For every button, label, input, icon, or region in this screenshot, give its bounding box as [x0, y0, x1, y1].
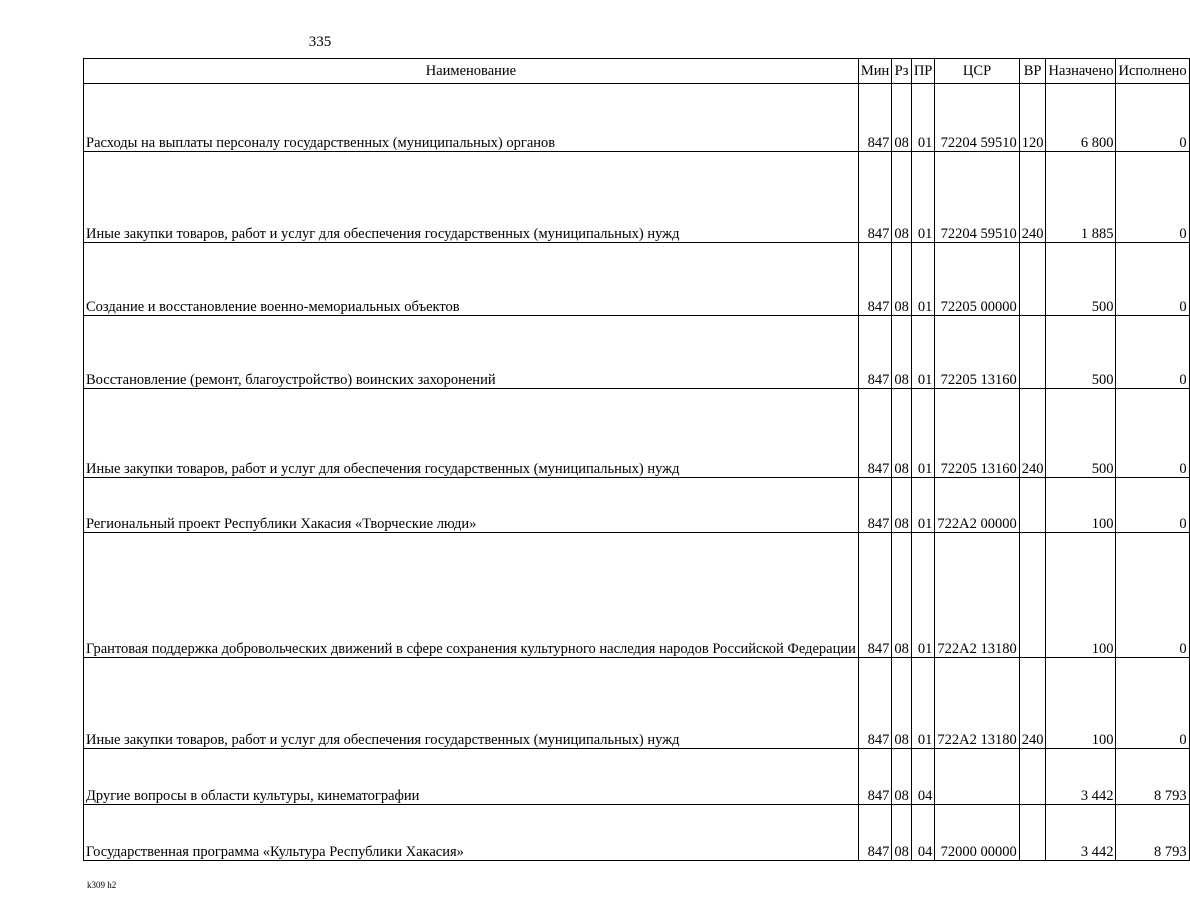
row-min: 847: [858, 805, 891, 861]
footer-code: k309 h2: [87, 880, 117, 890]
row-name: Иные закупки товаров, работ и услуг для обеспечения государственных (муниципальных) нужд: [84, 389, 859, 478]
header-csr: ЦСР: [935, 59, 1019, 84]
row-pr: 04: [911, 749, 935, 805]
row-name: Государственная программа «Культура Республики Хакасия»: [84, 805, 859, 861]
row-min: 847: [858, 389, 891, 478]
row-rz: 08: [892, 389, 912, 478]
row-pr: 01: [911, 84, 935, 152]
row-assigned: 3 442: [1046, 749, 1116, 805]
row-pr: 01: [911, 152, 935, 243]
table-row: [84, 478, 1190, 533]
row-name: Расходы на выплаты персоналу государственных (муниципальных) органов: [84, 84, 859, 152]
row-min: 847: [858, 243, 891, 316]
row-rz: 08: [892, 658, 912, 749]
row-assigned: 500: [1046, 389, 1116, 478]
row-rz: 08: [892, 478, 912, 533]
row-rz: 08: [892, 316, 912, 389]
row-min: 847: [858, 533, 891, 658]
row-pr: 01: [911, 658, 935, 749]
table-row: [84, 243, 1190, 316]
row-vr: [1019, 478, 1046, 533]
table-row: [84, 389, 1190, 478]
header-rz: Рз: [892, 59, 912, 84]
row-assigned: 100: [1046, 533, 1116, 658]
row-min: 847: [858, 152, 891, 243]
row-vr: 120: [1019, 84, 1046, 152]
row-vr: 240: [1019, 389, 1046, 478]
row-csr: 722А2 13180: [935, 533, 1019, 658]
header-executed: Исполнено: [1116, 59, 1189, 84]
row-executed: 0: [1116, 243, 1189, 316]
row-vr: [1019, 805, 1046, 861]
row-pr: 04: [911, 805, 935, 861]
row-rz: 08: [892, 243, 912, 316]
row-executed: 0: [1116, 316, 1189, 389]
row-name: Иные закупки товаров, работ и услуг для обеспечения государственных (муниципальных) нужд: [84, 152, 859, 243]
row-assigned: 3 442: [1046, 805, 1116, 861]
row-csr: 722А2 13180: [935, 658, 1019, 749]
row-name: Другие вопросы в области культуры, кинематографии: [84, 749, 859, 805]
row-assigned: 1 885: [1046, 152, 1116, 243]
row-pr: 01: [911, 389, 935, 478]
row-rz: 08: [892, 805, 912, 861]
table-row: [84, 152, 1190, 243]
row-vr: 240: [1019, 658, 1046, 749]
row-executed: 0: [1116, 533, 1189, 658]
row-rz: 08: [892, 533, 912, 658]
row-assigned: 500: [1046, 243, 1116, 316]
row-min: 847: [858, 478, 891, 533]
row-pr: 01: [911, 478, 935, 533]
row-min: 847: [858, 749, 891, 805]
row-assigned: 100: [1046, 658, 1116, 749]
row-rz: 08: [892, 84, 912, 152]
row-assigned: 100: [1046, 478, 1116, 533]
row-rz: 08: [892, 152, 912, 243]
header-vr: ВР: [1019, 59, 1046, 84]
budget-table: [83, 58, 1190, 861]
table-row: [84, 316, 1190, 389]
row-csr: 72205 13160: [935, 316, 1019, 389]
row-name: Иные закупки товаров, работ и услуг для обеспечения государственных (муниципальных) нужд: [84, 658, 859, 749]
row-csr: 72000 00000: [935, 805, 1019, 861]
table-row: [84, 533, 1190, 658]
row-vr: [1019, 243, 1046, 316]
row-assigned: 6 800: [1046, 84, 1116, 152]
row-executed: 0: [1116, 152, 1189, 243]
header-pr: ПР: [911, 59, 935, 84]
row-csr: 72205 00000: [935, 243, 1019, 316]
row-csr: 72204 59510: [935, 152, 1019, 243]
row-csr: [935, 749, 1019, 805]
row-name: Восстановление (ремонт, благоустройство) воинских захоронений: [84, 316, 859, 389]
row-vr: 240: [1019, 152, 1046, 243]
row-name: Создание и восстановление военно-мемориальных объектов: [84, 243, 859, 316]
row-pr: 01: [911, 316, 935, 389]
table-header-row: [84, 59, 1190, 84]
table-row: [84, 84, 1190, 152]
row-csr: 72204 59510: [935, 84, 1019, 152]
table-row: [84, 749, 1190, 805]
row-assigned: 500: [1046, 316, 1116, 389]
table-row: [84, 805, 1190, 861]
row-csr: 72205 13160: [935, 389, 1019, 478]
header-min: Мин: [858, 59, 891, 84]
row-executed: 8 793: [1116, 805, 1189, 861]
row-executed: 0: [1116, 478, 1189, 533]
row-pr: 01: [911, 533, 935, 658]
row-vr: [1019, 749, 1046, 805]
row-vr: [1019, 316, 1046, 389]
row-executed: 0: [1116, 389, 1189, 478]
row-csr: 722А2 00000: [935, 478, 1019, 533]
page-number: 335: [308, 34, 332, 50]
row-executed: 8 793: [1116, 749, 1189, 805]
row-min: 847: [858, 658, 891, 749]
row-rz: 08: [892, 749, 912, 805]
row-executed: 0: [1116, 84, 1189, 152]
row-vr: [1019, 533, 1046, 658]
row-name: Грантовая поддержка добровольческих движений в сфере сохранения культурного наследия народов Российской Федерации: [84, 533, 859, 658]
row-pr: 01: [911, 243, 935, 316]
row-min: 847: [858, 316, 891, 389]
header-name: Наименование: [84, 59, 859, 84]
row-executed: 0: [1116, 658, 1189, 749]
row-name: Региональный проект Республики Хакасия «Творческие люди»: [84, 478, 859, 533]
table-row: [84, 658, 1190, 749]
header-assigned: Назначено: [1046, 59, 1116, 84]
row-min: 847: [858, 84, 891, 152]
